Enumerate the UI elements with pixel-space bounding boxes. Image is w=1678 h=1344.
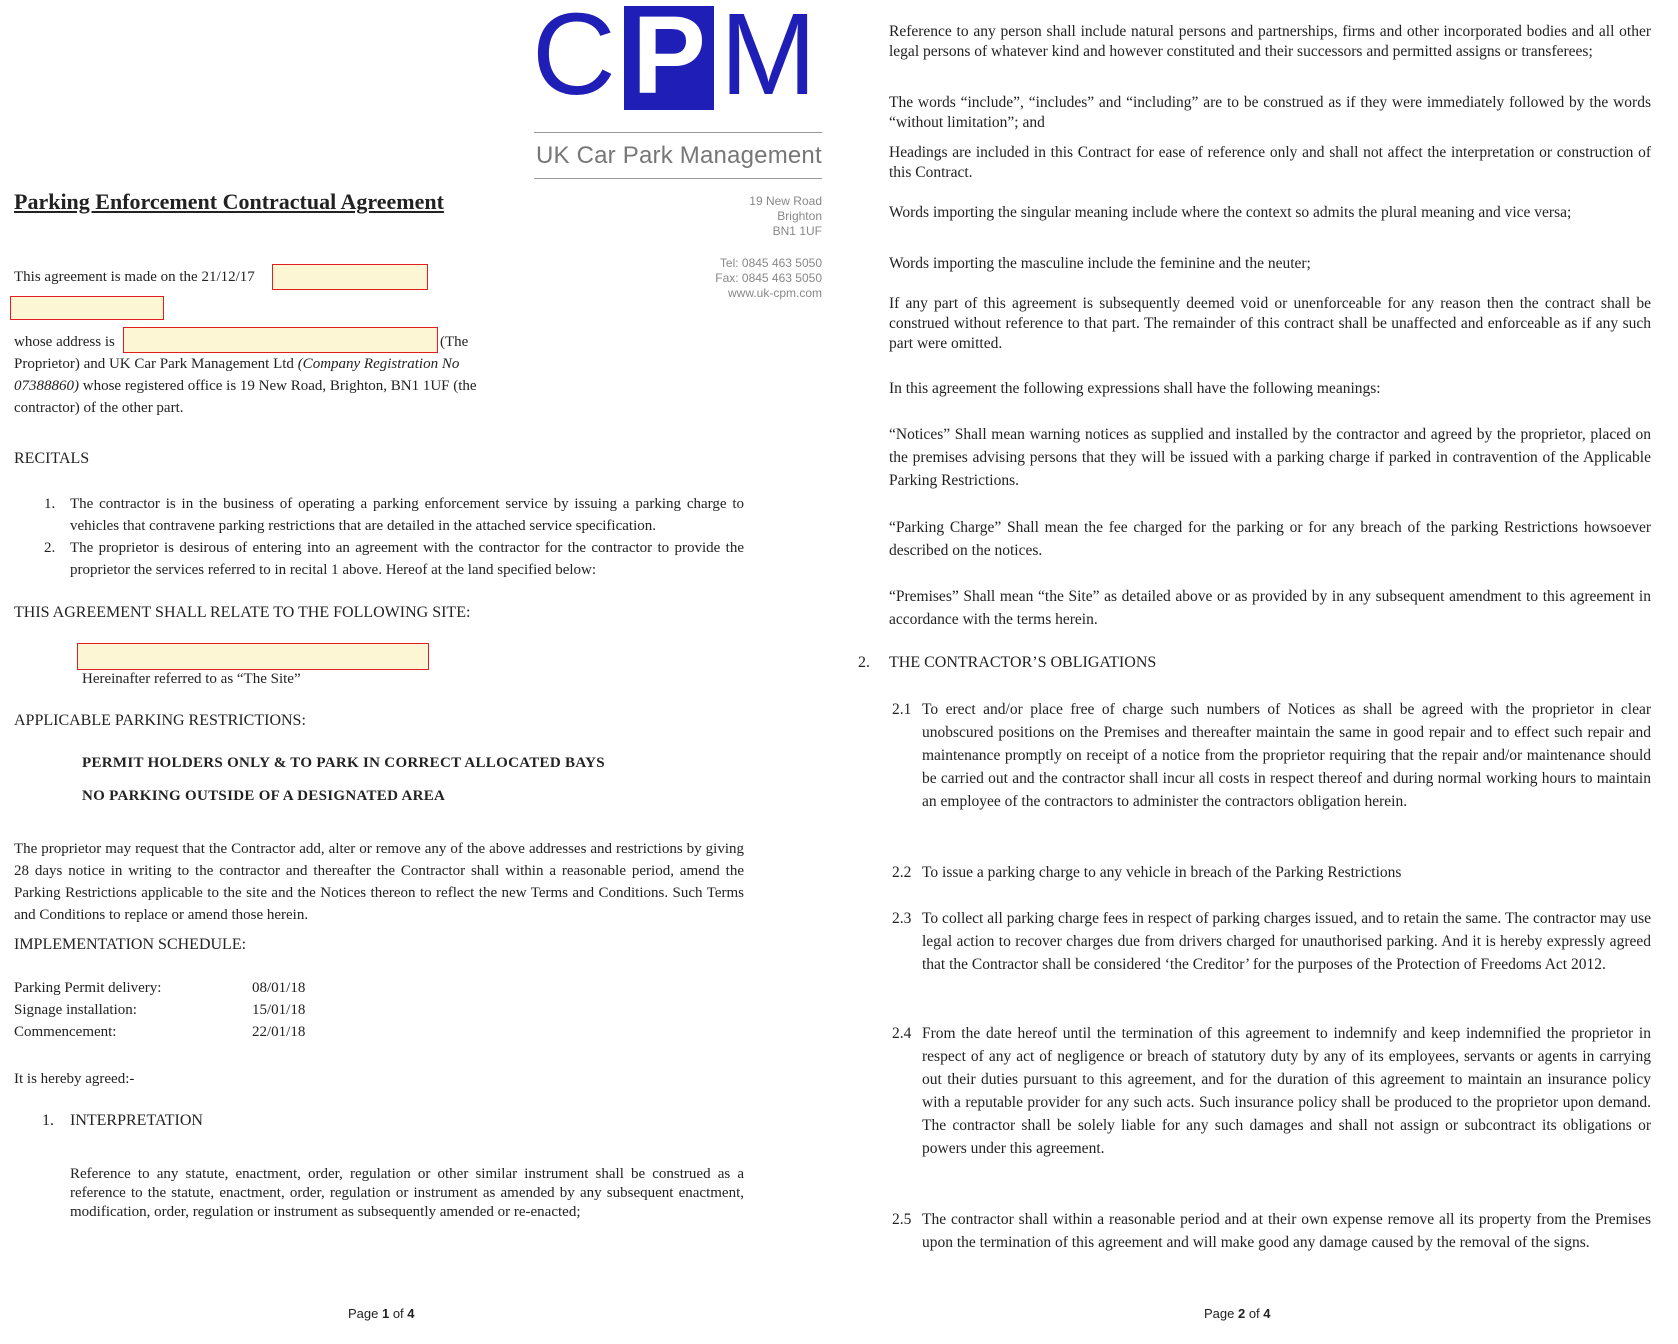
site-heading: THIS AGREEMENT SHALL RELATE TO THE FOLLOWING SITE: [14, 604, 471, 621]
clause-text: To collect all parking charge fees in respect of parking charges issued, and to retain the same. The contractor may use legal action to recover charges due from drivers charged for unauthorised parking. And it is hereby expressly agreed that the Contractor shall be considered ‘the Creditor’ for the purposes of the Protection of Freedoms Act 2012. [922, 910, 1651, 973]
footer-total-pages: 4 [407, 1306, 415, 1321]
site-address-field[interactable] [77, 643, 429, 670]
schedule-date: 22/01/18 [252, 1024, 306, 1040]
logo-divider-top [534, 132, 822, 133]
clause-number: 2.1 [892, 701, 912, 718]
restriction-2: NO PARKING OUTSIDE OF A DESIGNATED AREA [82, 788, 446, 804]
recitals-list [14, 493, 744, 581]
schedule-row [14, 1002, 306, 1019]
para-headings: Headings are included in this Contract for ease of reference only and shall not affect the interpretation or construction of this Contract. [889, 144, 1651, 181]
agreed-text: It is hereby agreed:- [14, 1071, 135, 1087]
footer-page-number: 1 [381, 1306, 390, 1321]
proprietor-address-field[interactable] [123, 327, 438, 353]
recital-text: The contractor is in the business of operating a parking enforcement service by issuing a parking charge to vehicles that contravene parking restrictions that are detailed in the attached service specification. [70, 496, 744, 534]
clause-number: 2.3 [892, 910, 912, 927]
section-heading: THE CONTRACTOR’S OBLIGATIONS [889, 654, 1157, 671]
cpm-logo [532, 0, 822, 119]
recital-item-1 [14, 493, 744, 537]
document-title: Parking Enforcement Contractual Agreement [14, 189, 444, 214]
restriction-1: PERMIT HOLDERS ONLY & TO PARK IN CORRECT ALLOCATED BAYS [82, 755, 605, 771]
contact-tel: Tel: 0845 463 5050 [719, 256, 822, 270]
recital-number: 2. [44, 540, 56, 556]
recital-number: 1. [44, 496, 56, 512]
clause-text: To erect and/or place free of charge such numbers of Notices as shall be agreed with the proprietor in clear unobscured positions on the Premises and thereafter maintain the same in good repair and to effect such repair and maintenance promptly on receipt of a notice from the proprietor requiring that the repair and/or maintenance should be carried out and the contractor shall incur all costs in respect thereof and during normal working hours to maintain an employee of the contractors to administer the contractors obligation herein. [922, 701, 1651, 810]
schedule-heading: IMPLEMENTATION SCHEDULE: [14, 936, 247, 953]
clause-text: To issue a parking charge to any vehicle in breach of the Parking Restrictions [922, 864, 1402, 881]
footer-total-pages: 4 [1263, 1306, 1271, 1321]
contact-fax: Fax: 0845 463 5050 [715, 271, 822, 285]
clause-number: 2.4 [892, 1025, 912, 1042]
company-contact [715, 256, 822, 301]
address-line-2: Brighton [777, 209, 822, 223]
footer-page-number: 2 [1237, 1306, 1246, 1321]
address-line-3: BN1 1UF [772, 224, 822, 238]
restrictions-heading: APPLICABLE PARKING RESTRICTIONS: [14, 712, 306, 729]
address-line-1: 19 New Road [749, 194, 822, 208]
agreement-date-text: This agreement is made on the 21/12/17 [14, 269, 255, 285]
footer-prefix: Page [1204, 1306, 1238, 1321]
logo-letter-p: P [632, 0, 706, 117]
schedule-label: Commencement: [14, 1024, 117, 1040]
para-persons: Reference to any person shall include natural persons and partnerships, firms and other incorporated bodies and all other legal persons of whatever kind and however constituted and their successors and permitted assigns or transferees; [889, 23, 1651, 60]
logo-letter-c: C [532, 0, 616, 119]
schedule-label: Signage installation: [14, 1002, 137, 1018]
page-footer-2 [1204, 1306, 1271, 1321]
para-masculine: Words importing the masculine include the feminine and the neuter; [889, 255, 1311, 272]
schedule-date: 08/01/18 [252, 980, 306, 996]
interpretation-heading: INTERPRETATION [70, 1112, 203, 1129]
whose-address-label: whose address is [14, 334, 115, 350]
schedule-date: 15/01/18 [252, 1002, 306, 1018]
section-number: 2. [858, 654, 870, 671]
clause-text: The contractor shall within a reasonable period and at their own expense remove all its property from the Premises upon the termination of this agreement and will make good any damage caused by the removal of the signs. [922, 1211, 1651, 1251]
clause-2-2 [892, 861, 1651, 884]
recital-text: The proprietor is desirous of entering into an agreement with the contractor for the contractor to provide the proprietor the services referred to in recital 1 above. Hereof at the land specified below: [70, 540, 744, 578]
clause-2-3 [892, 907, 1651, 976]
logo-company-name: UK Car Park Management [536, 142, 822, 169]
footer-of: of [1245, 1306, 1264, 1321]
party-text-2: whose registered office is 19 New Road, Brighton, BN1 1UF (the contractor) of the other part. [14, 378, 477, 416]
schedule-label: Parking Permit delivery: [14, 980, 162, 996]
page-footer-1 [348, 1306, 415, 1321]
interpretation-number: 1. [42, 1112, 54, 1129]
para-void: If any part of this agreement is subsequently deemed void or unenforceable for any reason then the contract shall be construed without reference to that part. The remainder of this contract shall be unaffected and enforceable as if any such part were omitted. [889, 295, 1651, 352]
logo-divider-bottom [534, 178, 822, 179]
contact-web: www.uk-cpm.com [727, 286, 822, 300]
clause-text: From the date hereof until the termination of this agreement to indemnify and keep indemnified the proprietor in respect of any act of negligence or breach of statutory duty by any of its employees, servants or agents in carrying out their duties pursuant to this agreement, and for the duration of this agreement to maintain an insurance policy with a reputable provider for any such acts. Such insurance policy shall be produced to the proprietor upon demand. The contractor shall be solely liable for any such damages and shall not assign or subcontract its obligations or powers under this agreement. [922, 1025, 1651, 1157]
clause-2-4 [892, 1022, 1651, 1160]
interpretation-text: Reference to any statute, enactment, order, regulation or other similar instrument shall be construed as a reference to the statute, enactment, order, regulation or instrument as amended by any subsequent enactment, modification, order, regulation or instrument as subsequently amended or re-enacted; [70, 1166, 744, 1220]
the-label: (The [440, 334, 469, 350]
clause-2-1 [892, 698, 1651, 813]
para-singular: Words importing the singular meaning include where the context so admits the plural meaning and vice versa; [889, 204, 1572, 221]
recital-item-2 [14, 537, 744, 581]
logo-letter-m: M [720, 0, 817, 119]
company-registration: (Company Registration No 07388860) [14, 356, 460, 394]
proprietor-name-field[interactable] [272, 264, 428, 290]
para-include: The words “include”, “includes” and “including” are to be construed as if they were immediately followed by the words “without limitation”; and [889, 94, 1651, 131]
logo-p-box [624, 0, 714, 117]
party-text-1: Proprietor) and UK Car Park Management Ltd [14, 356, 294, 372]
definition-parking-charge: “Parking Charge” Shall mean the fee charged for the parking or for any breach of the parking Restrictions howsoever described on the notices. [889, 519, 1651, 559]
party-clause [14, 353, 514, 419]
site-caption: Hereinafter referred to as “The Site” [82, 671, 301, 687]
clause-2-5 [892, 1208, 1651, 1254]
clause-number: 2.2 [892, 864, 912, 881]
para-meanings: In this agreement the following expressions shall have the following meanings: [889, 380, 1381, 397]
footer-of: of [389, 1306, 408, 1321]
proprietor-name-continued-field[interactable] [10, 296, 164, 320]
amend-paragraph: The proprietor may request that the Contractor add, alter or remove any of the above addresses and restrictions by giving 28 days notice in writing to the contractor and thereafter the Contractor shall within a reasonable period, amend the Parking Restrictions applicable to the site and the Notices thereon to reflect the new Terms and Conditions. Such Terms and Conditions to replace or amend those herein. [14, 841, 744, 923]
recitals-heading: RECITALS [14, 450, 90, 467]
footer-prefix: Page [348, 1306, 382, 1321]
company-address [749, 194, 822, 239]
schedule-row [14, 1024, 306, 1041]
definition-premises: “Premises” Shall mean “the Site” as detailed above or as provided by in any subsequent amendment to this agreement in accordance with the terms herein. [889, 588, 1651, 628]
definition-notices: “Notices” Shall mean warning notices as supplied and installed by the contractor and agreed by the proprietor, placed on the premises advising persons that they will be issued with a parking charge if parked in contravention of the Applicable Parking Restrictions. [889, 426, 1651, 489]
schedule-row [14, 980, 306, 997]
clause-number: 2.5 [892, 1211, 912, 1228]
